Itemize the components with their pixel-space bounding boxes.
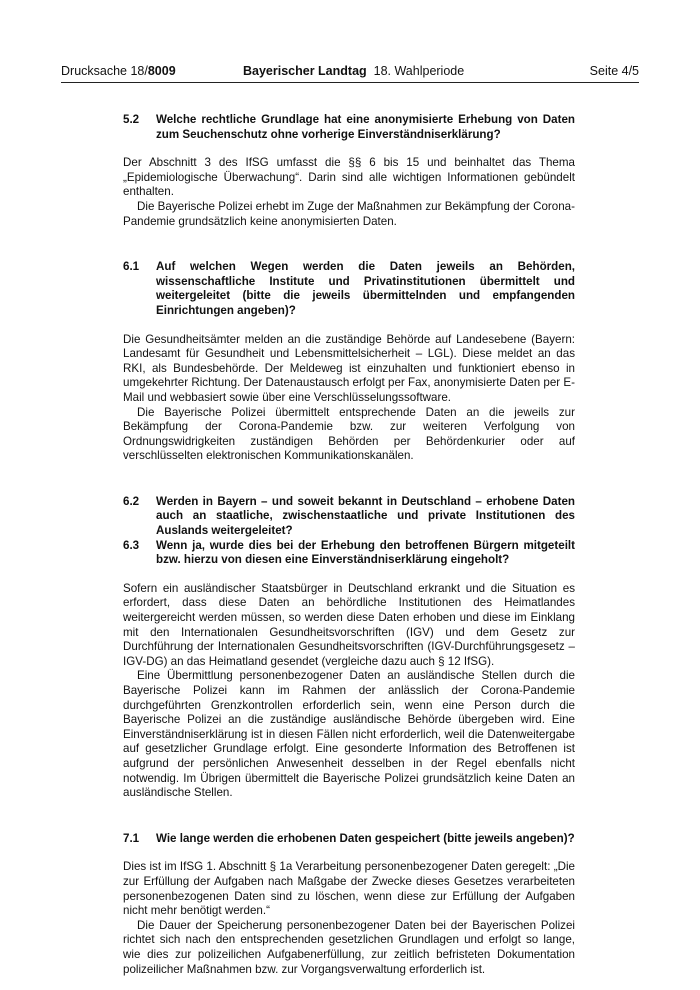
document-reference-number: 8009 — [147, 64, 176, 78]
question-text: Werden in Bayern – und soweit bekannt in Deutschland – erhobene Daten auch an staatliche, zwischenstaatliche und private Institutionen des Auslands weitergeleitet? — [156, 494, 575, 538]
question-text: Auf welchen Wegen werden die Daten jeweils an Behörden, wissenschaftliche Institute und Privatinstitutionen übermittelt und weitergeleitet (bitte die jeweils übermittelnden und empfangenden Einrichtungen angeben)? — [156, 260, 575, 317]
question-number: 6.1 — [123, 260, 140, 274]
answer-paragraph: Die Bayerische Polizei übermittelt entsprechende Daten an die jeweils zur Bekämpfung der Corona-Pandemie bzw. zur weiteren Verfolgung von Ordnungswidrigkeiten zuständigen Behörden per Behördenkurier oder auf verschlüsselten elektronischen Kommunikationskanälen. — [123, 405, 575, 463]
document-reference — [61, 63, 176, 79]
question-text: Welche rechtliche Grundlage hat eine anonymisierte Erhebung von Daten zum Seuchenschutz ohne vorherige Einverständniserklärung? — [156, 113, 575, 141]
page-number: Seite 4/5 — [589, 64, 639, 78]
question-number: 6.2 — [123, 494, 140, 508]
section-7-1 — [123, 832, 575, 977]
question-6-3 — [123, 539, 575, 568]
question-text: Wenn ja, wurde dies bei der Erhebung den betroffenen Bürgern mitgeteilt bzw. hierzu von diesen eine Einverständniserklärung eingeholt? — [156, 538, 575, 567]
section-6-1 — [123, 260, 575, 464]
page-header — [61, 62, 639, 83]
parliament-info — [243, 63, 464, 79]
answer-paragraph: Der Abschnitt 3 des IfSG umfasst die §§ 6 bis 15 und beinhaltet das Thema „Epidemiologische Überwachung“. Darin sind alle wichtigen Informationen gebündelt enthalten. — [123, 156, 575, 199]
question-7-1 — [123, 832, 575, 847]
legislative-period: 18. Wahlperiode — [373, 64, 465, 78]
document-body — [123, 113, 575, 977]
answer-paragraph: Die Dauer der Speicherung personenbezogener Daten bei der Bayerischen Polizei richtet sich nach den entsprechenden gesetzlichen Grundlagen und erfolgt so lange, wie dies zur polizeilichen Aufgabenerfüllung, zur zeitlich befristeten Dokumentation polizeilicher Maßnahmen bzw. zur Vorgangsverwaltung erforderlich ist. — [123, 918, 575, 976]
section-6-2-6-3 — [123, 495, 575, 801]
document-reference-prefix: Drucksache 18/ — [61, 64, 148, 78]
answer-paragraph: Die Gesundheitsämter melden an die zuständige Behörde auf Landesebene (Bayern: Landesamt für Gesundheit und Lebensmittelsicherheit – LGL). Diese meldet an das RKI, als Bundesbehörde. Der Meldeweg ist einzuhalten und funktioniert ebenso in umgekehrter Richtung. Der Datenaustausch erfolgt per Fax, anonymisierte Daten per E-Mail und webbasiert sowie über eine Verschlüsselungssoftware. — [123, 332, 575, 404]
question-number: 5.2 — [123, 113, 140, 126]
section-5-2 — [123, 113, 575, 229]
answer-paragraph: Die Bayerische Polizei erhebt im Zuge der Maßnahmen zur Bekämpfung der Corona-Pandemie grundsätzlich keine anonymisierten Daten. — [123, 199, 575, 228]
answer-paragraph: Dies ist im IfSG 1. Abschnitt § 1a Verarbeitung personenbezogener Daten geregelt: „Die zur Erfüllung der Aufgaben nach Maßgabe der Zwecke dieses Gesetzes verarbeiteten personenbezogenen Daten sind zu löschen, wenn diese zur Erfüllung der Aufgaben nicht mehr benötigt werden.“ — [123, 860, 575, 918]
question-text: Wie lange werden die erhobenen Daten gespeichert (bitte jeweils angeben)? — [156, 831, 575, 845]
question-6-1 — [123, 260, 575, 318]
answer-paragraph: Eine Übermittlung personenbezogener Daten an ausländische Stellen durch die Bayerische Polizei kann im Rahmen der anlässlich der Corona-Pandemie durchgeführten Grenzkontrollen erforderlich sein, wenn eine Person durch die Bayerische Polizei an die zuständige ausländische Behörde übergeben wird. Eine Einverständniserklärung ist in diesen Fällen nicht erforderlich, weil die Datenweitergabe auf gesetzlicher Grundlage erfolgt. Eine gesonderte Information des Betroffenen ist aufgrund der persönlichen Anwesenheit desselben in der Regel ebenfalls nicht notwendig. Im Übrigen übermittelt die Bayerische Polizei grundsätzlich keine Daten an ausländische Stellen. — [123, 669, 575, 800]
question-5-2 — [123, 113, 575, 142]
question-6-2 — [123, 495, 575, 539]
question-number: 6.3 — [123, 538, 140, 552]
answer-paragraph: Sofern ein ausländischer Staatsbürger in Deutschland erkrankt und die Situation es erfordert, dass diese Daten an behördliche Institutionen des Heimatlandes weitergereicht werden müssen, so werden diese Daten erhoben und diese im Einklang mit den Internationalen Gesundheitsvorschriften (IGV) und dem Gesetz zur Durchführung der Internationalen Gesundheitsvorschriften (IGV-Durchführungsgesetz – IGV-DG) an das Heimatland gesendet (vergleiche dazu auch § 12 IfSG). — [123, 581, 575, 668]
question-number: 7.1 — [123, 831, 140, 845]
parliament-name: Bayerischer Landtag — [243, 64, 367, 78]
